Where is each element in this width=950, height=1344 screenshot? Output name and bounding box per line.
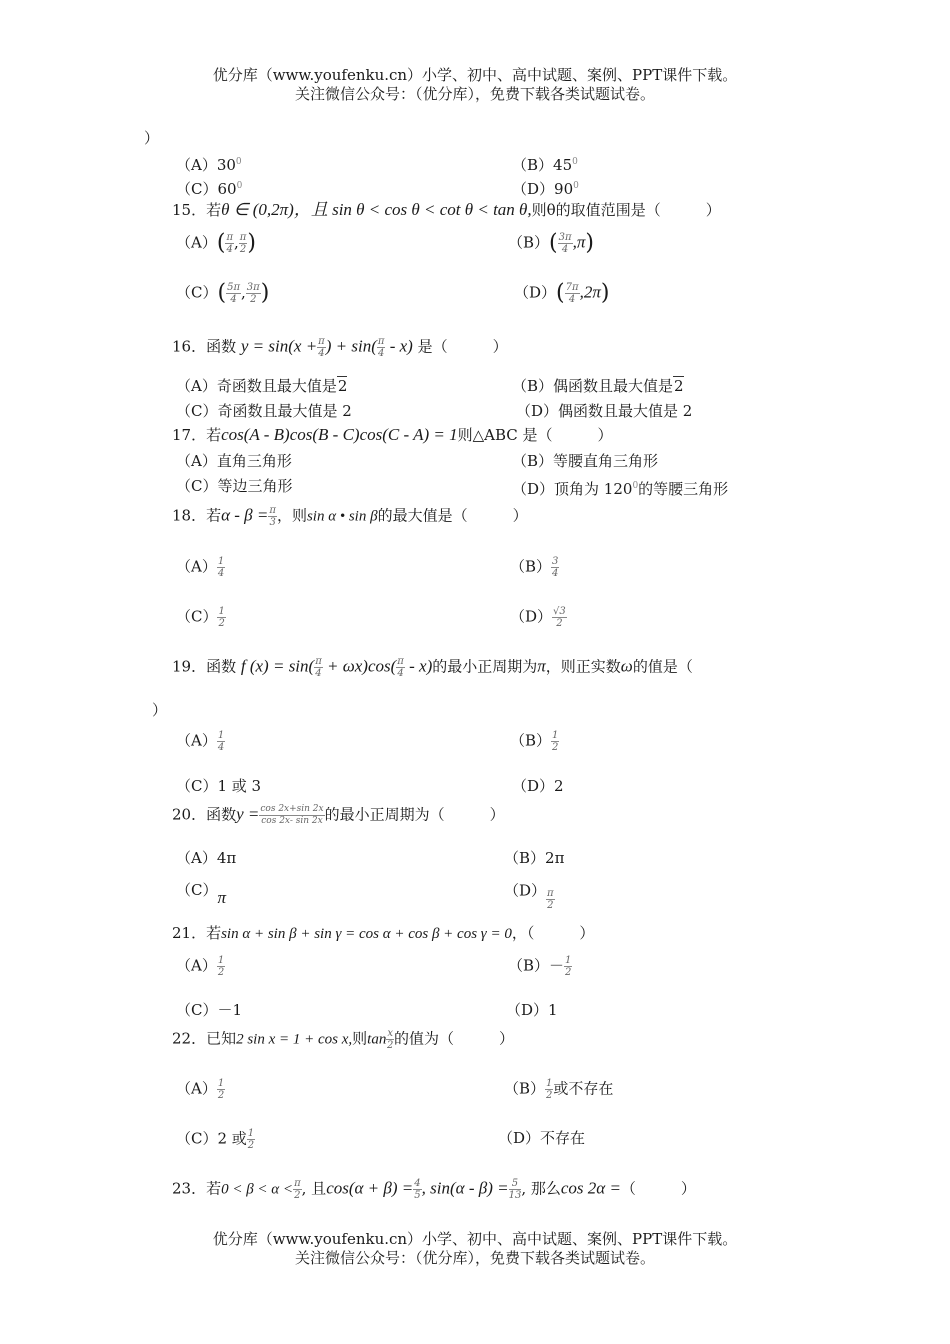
q17-stem: 17．若cos(A - B)cos(B - C)cos(C - A) = 1则△ABC 是（ ） (172, 425, 613, 444)
header-line-1: 优分库（www.youfenku.cn）小学、初中、高中试题、案例、PPT课件下载。 (212, 66, 738, 84)
q18-stem: 18．若α - β = $\frac{\pi}{3}$ ，则sin α • sin β的最大值是（ ） (172, 505, 528, 528)
q16-option-b: （B）偶函数且最大值是2 (512, 377, 684, 395)
q20-stem: 20．函数y = $\frac{\cos 2x+\sin 2x}{\cos 2x- \sin 2x}$ 的最小正周期为（ ） (172, 804, 505, 826)
q14-option-a: $(A)30^0$ (176, 156, 242, 174)
page-footer (0, 1230, 950, 1268)
header-line-2: 关注微信公众号：（优分库），免费下载各类试题试卷。 (294, 85, 655, 103)
q19-close: ） (152, 701, 168, 719)
q19-option-c: （C）1 或 3 (176, 777, 262, 795)
q19-stem: 19．函数 f (x) = sin( $\frac{\pi}{4}$ + ωx)cos( $\frac{\pi}{4}$ - x)的最小正周期为π，则正实数ω的值是（ (172, 656, 693, 679)
q16-option-c: （C）奇函数且最大值是 2 (176, 402, 352, 420)
q22-option-d: （D）不存在 (498, 1129, 586, 1147)
q22-option-b: （B） $\frac{1}{2}$ 或不存在 (504, 1078, 614, 1101)
q22-option-c: （C）2 或 $\frac{1}{2}$ (176, 1128, 255, 1151)
q18-option-b: （B） $\frac{3}{4}$ (510, 556, 559, 579)
q21-option-c: （C）－1 (176, 1001, 243, 1019)
q15-option-a: （A）( $\frac{\pi}{4}$ , $\frac{\pi}{2}$ ) (176, 230, 256, 256)
q18-option-d: （D） $\frac{√3}{2}$ (510, 606, 566, 629)
page-header (0, 66, 950, 104)
q19-option-a: （A） $\frac{1}{4}$ (176, 730, 225, 753)
q23-stem: 23．若0 < β < α < $\frac{\pi}{2}$ , 且cos(α + β) = $\frac{4}{5}$ , sin(α - β) = $\frac{5}{13}$ , 那么cos 2α =（ ） (172, 1178, 696, 1201)
q14-tail: ） (144, 129, 160, 147)
q14-option-b: $(B)45^0$ (512, 156, 578, 174)
q15-condition: θ ∈ (0,2π)，且 sin θ < cos θ < cot θ < tan θ, (221, 200, 532, 219)
q21-option-b: （B）－ $\frac{1}{2}$ (508, 955, 572, 978)
q15-option-d: （D）( $\frac{7\pi}{4}$ ,2π) (514, 280, 610, 306)
footer-line-1: 优分库（www.youfenku.cn）小学、初中、高中试题、案例、PPT课件下载。 (212, 1230, 738, 1248)
q15-option-c: （C）( $\frac{5\pi}{4}$ , $\frac{3\pi}{2}$ ) (176, 280, 270, 306)
q14-option-d: $(D)90^0$ (512, 180, 579, 198)
q18-option-a: （A） $\frac{1}{4}$ (176, 556, 225, 579)
q22-stem: 22．已知2 sin x = 1 + cos x,则tan $\frac{x}{2}$ 的值为（ ） (172, 1028, 514, 1051)
q17-option-d: （D）顶角为 $120^0$的等腰三角形 (512, 480, 729, 498)
q19-option-d: （D）2 (512, 777, 564, 795)
q22-option-a: （A） $\frac{1}{2}$ (176, 1078, 225, 1101)
q15-option-b: （B）( $\frac{3\pi}{4}$ ,π) (508, 230, 594, 256)
q14-option-c: $(C)60^0$ (176, 180, 243, 198)
q15-stem: 15．若θ ∈ (0,2π)，且 sin θ < cos θ < cot θ < tan θ,则θ的取值范围是（ ） (172, 200, 721, 219)
q20-option-d: （D） $\frac{\pi}{2}$ (504, 881, 554, 911)
q17-option-c: （C）等边三角形 (176, 477, 293, 495)
q20-option-a: （A）4π (176, 849, 237, 867)
q20-option-c: （C）π (176, 881, 227, 907)
q21-option-d: （D）1 (506, 1001, 558, 1019)
q16-option-d: （D）偶函数且最大值是 2 (516, 402, 693, 420)
q16-stem: 16．函数 y = sin(x + $\frac{\pi}{4}$ ) + sin( $\frac{\pi}{4}$ - x) 是（ ） (172, 336, 508, 359)
q21-stem: 21．若sin α + sin β + sin γ = cos α + cos β + cos γ = 0，（ ） (172, 924, 595, 942)
q17-option-a: （A）直角三角形 (176, 452, 292, 470)
q21-option-a: （A） $\frac{1}{2}$ (176, 955, 225, 978)
footer-line-2: 关注微信公众号：（优分库），免费下载各类试题试卷。 (294, 1249, 655, 1267)
q20-option-b: （B）2π (504, 849, 565, 867)
q17-option-b: （B）等腰直角三角形 (512, 452, 659, 470)
q19-option-b: （B） $\frac{1}{2}$ (510, 730, 559, 753)
q18-option-c: （C） $\frac{1}{2}$ (176, 606, 225, 629)
q16-option-a: （A）奇函数且最大值是2 (176, 377, 348, 395)
